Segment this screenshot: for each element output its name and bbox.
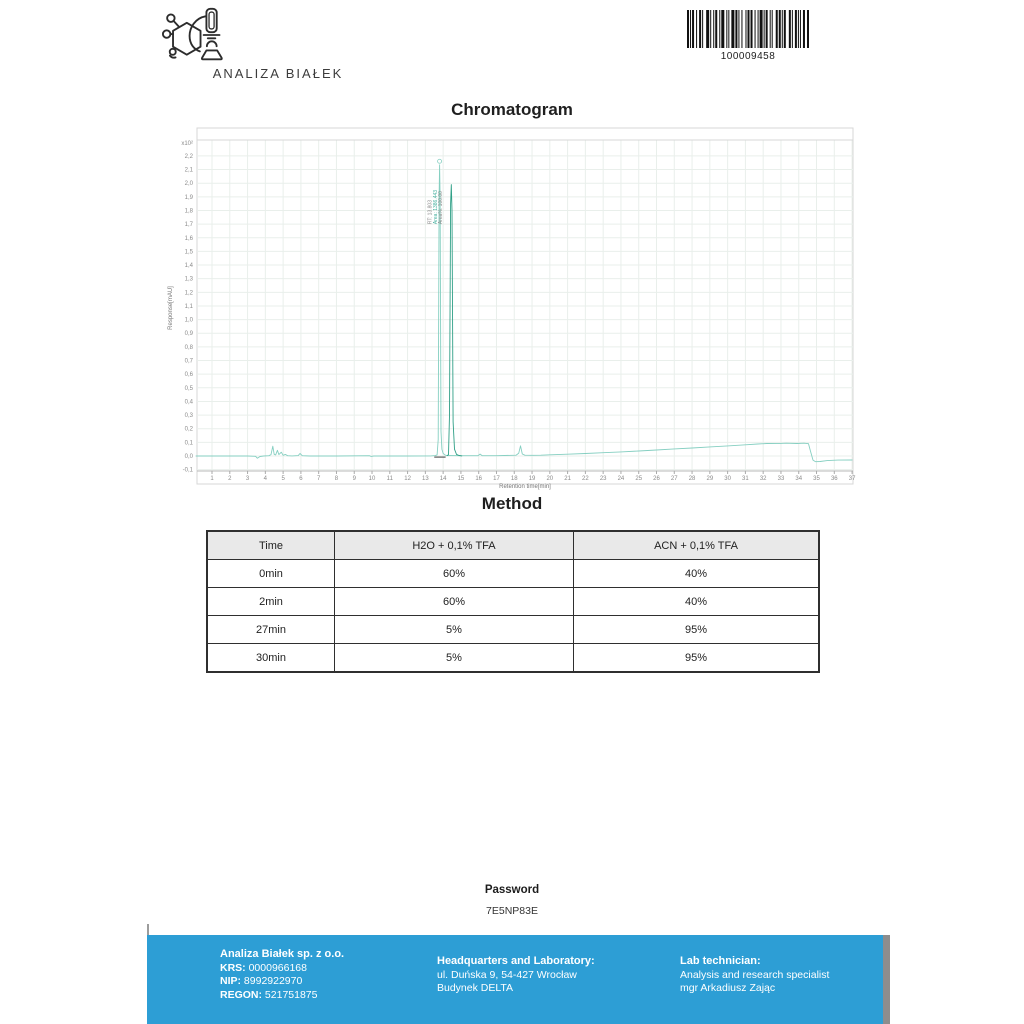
svg-text:1,3: 1,3: [184, 276, 193, 283]
barcode-bars-icon: [687, 10, 809, 48]
svg-text:31: 31: [742, 476, 749, 482]
svg-text:1,5: 1,5: [184, 249, 193, 256]
svg-text:0,2: 0,2: [184, 426, 193, 433]
svg-text:0,7: 0,7: [184, 358, 193, 365]
page-edge-tick: [147, 924, 149, 935]
svg-text:32: 32: [759, 476, 767, 482]
krs-value: 0000966168: [248, 961, 307, 974]
company-krs: [220, 962, 344, 976]
svg-text:Area: 1386.443: Area: 1386.443: [432, 189, 439, 225]
svg-text:1,6: 1,6: [184, 235, 193, 242]
svg-text:33: 33: [777, 476, 785, 482]
svg-text:19: 19: [528, 476, 536, 482]
tech-role: Analysis and research specialist: [680, 968, 830, 981]
svg-text:-0,1: -0,1: [182, 467, 193, 474]
svg-text:3: 3: [245, 476, 250, 482]
svg-text:0,1: 0,1: [184, 440, 193, 447]
svg-text:0,4: 0,4: [184, 399, 193, 406]
svg-text:20: 20: [546, 476, 554, 482]
svg-text:35: 35: [813, 476, 820, 482]
table-row: [207, 560, 819, 588]
method-title: Method: [481, 494, 543, 513]
table-cell: 0min: [207, 560, 335, 588]
svg-text:RT: 13.803: RT: 13.803: [427, 200, 434, 225]
svg-text:0,0: 0,0: [184, 454, 193, 460]
svg-text:24: 24: [617, 476, 625, 482]
svg-text:4: 4: [263, 476, 268, 482]
tech-title: Lab technician:: [680, 955, 761, 967]
password-label: Password: [484, 884, 540, 896]
table-cell: 40%: [574, 560, 820, 588]
svg-text:1,2: 1,2: [184, 290, 193, 297]
table-cell: 30min: [207, 644, 335, 673]
hq-building: Budynek DELTA: [437, 982, 514, 994]
footer: [147, 935, 883, 1024]
chromatogram-title: Chromatogram: [451, 100, 573, 119]
svg-text:1,4: 1,4: [184, 263, 193, 270]
svg-text:11: 11: [386, 476, 393, 482]
barcode: [687, 10, 809, 62]
svg-text:25: 25: [635, 476, 643, 482]
table-header-time: Time: [207, 531, 335, 560]
svg-text:28: 28: [688, 476, 696, 482]
company-nip: [220, 975, 344, 989]
nip-value: 8992922970: [243, 975, 303, 987]
table-cell: 2min: [207, 588, 335, 616]
svg-text:29: 29: [706, 476, 714, 482]
table-row: [207, 644, 819, 673]
svg-text:30: 30: [724, 476, 731, 482]
svg-text:2,0: 2,0: [184, 181, 193, 188]
svg-text:1,1: 1,1: [184, 303, 193, 310]
krs-label: KRS:: [220, 961, 246, 974]
svg-text:Retention time[min]: Retention time[min]: [499, 484, 551, 490]
svg-text:27: 27: [670, 476, 678, 482]
svg-text:8: 8: [334, 476, 339, 482]
svg-text:Response[mAU]: Response[mAU]: [168, 286, 174, 330]
table-cell: 5%: [335, 644, 574, 673]
svg-text:7: 7: [317, 476, 321, 482]
tech-name: mgr Arkadiusz Zając: [680, 982, 776, 994]
svg-text:15: 15: [457, 476, 465, 482]
svg-text:0,8: 0,8: [184, 344, 193, 351]
svg-text:26: 26: [653, 476, 660, 482]
footer-tech-column: [680, 955, 829, 996]
svg-text:2,1: 2,1: [184, 167, 193, 174]
svg-text:0,6: 0,6: [184, 372, 193, 379]
svg-text:0,9: 0,9: [184, 331, 193, 338]
footer-company-column: [220, 948, 344, 1002]
svg-text:1,9: 1,9: [184, 194, 193, 201]
nip-label: NIP:: [220, 975, 241, 987]
regon-label: REGON:: [220, 988, 262, 1001]
company-regon: [220, 989, 344, 1003]
svg-text:13: 13: [422, 476, 429, 482]
svg-text:10: 10: [368, 476, 376, 482]
chromatogram-chart: [160, 127, 860, 491]
svg-text:1: 1: [210, 476, 214, 482]
hq-title: Headquarters and Laboratory:: [437, 955, 595, 967]
svg-text:5: 5: [281, 476, 285, 482]
table-cell: 27min: [207, 616, 335, 644]
svg-text:23: 23: [599, 476, 607, 482]
table-row: [207, 616, 819, 644]
company-name: Analiza Białek sp. z o.o.: [220, 948, 345, 960]
svg-text:6: 6: [299, 476, 303, 482]
molecule-microscope-logo-icon: [160, 6, 236, 64]
method-table: [206, 530, 820, 673]
table-cell: 5%: [335, 616, 574, 644]
svg-text:18: 18: [510, 476, 518, 482]
svg-text:0,3: 0,3: [184, 413, 193, 420]
password-value: 7E5NP83E: [486, 905, 538, 917]
svg-text:0,5: 0,5: [184, 385, 193, 392]
svg-text:2: 2: [228, 476, 232, 482]
svg-text:22: 22: [582, 476, 589, 482]
svg-text:1,7: 1,7: [184, 222, 193, 229]
svg-text:21: 21: [564, 476, 571, 482]
password-block: [0, 884, 1024, 917]
svg-text:1,8: 1,8: [184, 208, 193, 215]
svg-text:Area%: 100.00: Area%: 100.00: [438, 191, 445, 225]
table-header-row: [207, 531, 819, 560]
svg-text:34: 34: [795, 476, 803, 482]
table-cell: 60%: [335, 588, 574, 616]
svg-text:1,0: 1,0: [184, 317, 193, 324]
barcode-number: 100009458: [720, 51, 776, 62]
table-row: [207, 588, 819, 616]
chromatogram-plot: [160, 127, 860, 491]
table-cell: 60%: [335, 560, 574, 588]
svg-text:37: 37: [848, 476, 856, 482]
brand-header: [160, 6, 396, 81]
regon-value: 521751875: [264, 988, 318, 1001]
svg-text:36: 36: [830, 476, 838, 482]
hq-address: ul. Duńska 9, 54-427 Wrocław: [437, 968, 577, 981]
svg-text:14: 14: [439, 476, 447, 482]
svg-text:x10²: x10²: [181, 141, 193, 147]
svg-text:2,2: 2,2: [184, 153, 193, 160]
svg-text:16: 16: [475, 476, 483, 482]
svg-text:17: 17: [493, 476, 500, 482]
table-cell: 95%: [574, 644, 820, 673]
table-cell: 95%: [574, 616, 820, 644]
table-cell: 40%: [574, 588, 820, 616]
svg-text:12: 12: [404, 476, 411, 482]
page-edge-strip: [883, 935, 890, 1024]
table-header-h2o: H2O + 0,1% TFA: [335, 531, 574, 560]
footer-hq-column: [437, 955, 595, 996]
table-header-acn: ACN + 0,1% TFA: [574, 531, 820, 560]
svg-text:9: 9: [352, 476, 356, 482]
brand-name: ANALIZA BIAŁEK: [212, 66, 344, 81]
